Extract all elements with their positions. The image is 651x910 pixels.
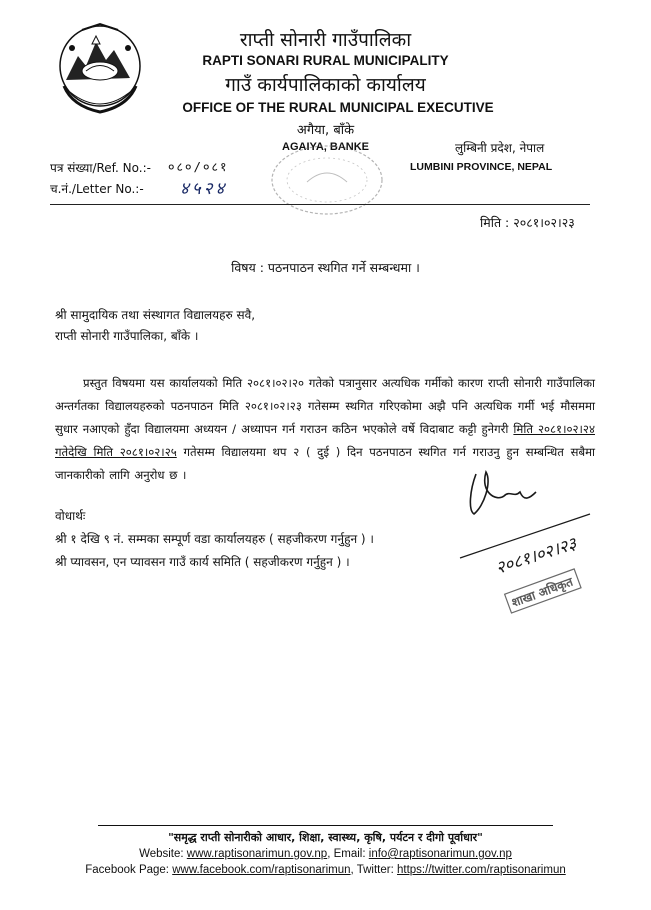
footer-slogan: "समृद्ध राप्ती सोनारीको आधार, शिक्षा, स्वास्थ्य, कृषि, पर्यटन र दीगो पूर्वाधार" xyxy=(168,831,483,844)
recipient-line-1: श्री सामुदायिक तथा संस्थागत विद्यालयहरु सवै, xyxy=(55,308,256,322)
letter-number-label-text: च.नं./Letter No.:- xyxy=(50,182,144,196)
letter-subject: विषय : पठनपाठन स्थगित गर्ने सम्बन्धमा । xyxy=(231,260,420,275)
location-english: AGAIYA, BANKE xyxy=(282,141,369,153)
officer-stamp xyxy=(505,569,581,613)
province-english: LUMBINI PROVINCE, NEPAL xyxy=(410,161,553,173)
footer-divider xyxy=(98,825,553,826)
body-text-part-3: गतेसम्म विद्यालयमा थप २ ( दुई ) दिन पठनपाठन स्थगित गर्न गराउनु हुन सम्बन्धित सबैमा जानकारीको लागि अनुरोध छ । xyxy=(55,445,596,482)
office-name-nepali: गाउँ कार्यपालिकाको कार्यालय xyxy=(225,74,426,96)
municipality-name-english: RAPTI SONARI RURAL MUNICIPALITY xyxy=(202,53,449,68)
header-divider xyxy=(50,204,590,205)
cc-line-2: श्री प्यावसन, एन प्यावसन गाउँ कार्य समिति ( सहजीकरण गर्नुहुन ) । xyxy=(55,555,350,569)
office-seal-stamp xyxy=(262,142,392,222)
cc-heading: वोधार्थः xyxy=(55,509,86,523)
twitter-link[interactable]: https://twitter.com/raptisonarimun xyxy=(397,864,566,876)
body-text-part-1: प्रस्तुत विषयमा यस कार्यालयको मिति २०८१।०२।२० गतेको पत्रानुसार अत्यधिक गर्मीको कारण राप्ती सोनारी गाउँपालिका अन्तर्गतका विद्यालयहरुको पठनपाठन मिति २०८१।०२।२३ गतेसम्म स्थगित गरिएकोमा अझै पनि अत्यधिक गर्मी भई मौसममा सुधार नआएको हुँदा विद्यालयमा अध्ययन / अध्यापन गर्न गराउन कठिन भएकोले वर्षे विदाबाट कट्टी हुनेगरी xyxy=(55,376,595,436)
letter-number-value: ४५२४ xyxy=(180,179,228,199)
recipient-line-2: राप्ती सोनारी गाउँपालिका, बाँके । xyxy=(55,329,199,343)
location-nepali: अगैया, बाँके xyxy=(296,123,355,138)
letter-number-label xyxy=(50,180,144,197)
facebook-link[interactable]: www.facebook.com/raptisonarimun xyxy=(172,864,351,876)
province-nepali: लुम्बिनी प्रदेश, नेपाल xyxy=(455,141,545,155)
ref-number-label xyxy=(50,159,151,176)
officer-stamp-text: शाखा अधिकृत xyxy=(509,574,575,610)
website-label: Website: xyxy=(139,848,187,860)
signature-date: २०८१।०२।२३ xyxy=(493,533,580,579)
website-link[interactable]: www.raptisonarimun.gov.np xyxy=(186,848,328,860)
email-label: , Email: xyxy=(327,848,369,860)
email-link[interactable]: info@raptisonarimun.gov.np xyxy=(368,848,512,860)
municipality-name-nepali: राप्ती सोनारी गाउँपालिका xyxy=(239,29,412,51)
body-text-dates-underlined: मिति २०८१।०२।२४ गतेदेखि मिति २०८१।०२।२५ xyxy=(55,422,595,459)
letter-date: मिति : २०८१।०२।२३ xyxy=(480,215,575,230)
facebook-label: Facebook Page: xyxy=(85,864,173,876)
ref-number-value: ०८०/०८१ xyxy=(168,159,229,174)
ref-number-label-text: पत्र संख्या/Ref. No.:- xyxy=(50,161,151,175)
footer-contact-line xyxy=(0,848,651,860)
office-name-english: OFFICE OF THE RURAL MUNICIPAL EXECUTIVE xyxy=(182,100,494,115)
cc-line-1: श्री १ देखि ९ नं. सम्मका सम्पूर्ण वडा कार्यालयहरु ( सहजीकरण गर्नुहुन ) । xyxy=(55,532,374,546)
twitter-label: , Twitter: xyxy=(350,864,397,876)
handwritten-signature xyxy=(440,462,600,622)
footer-social-line xyxy=(0,864,651,876)
